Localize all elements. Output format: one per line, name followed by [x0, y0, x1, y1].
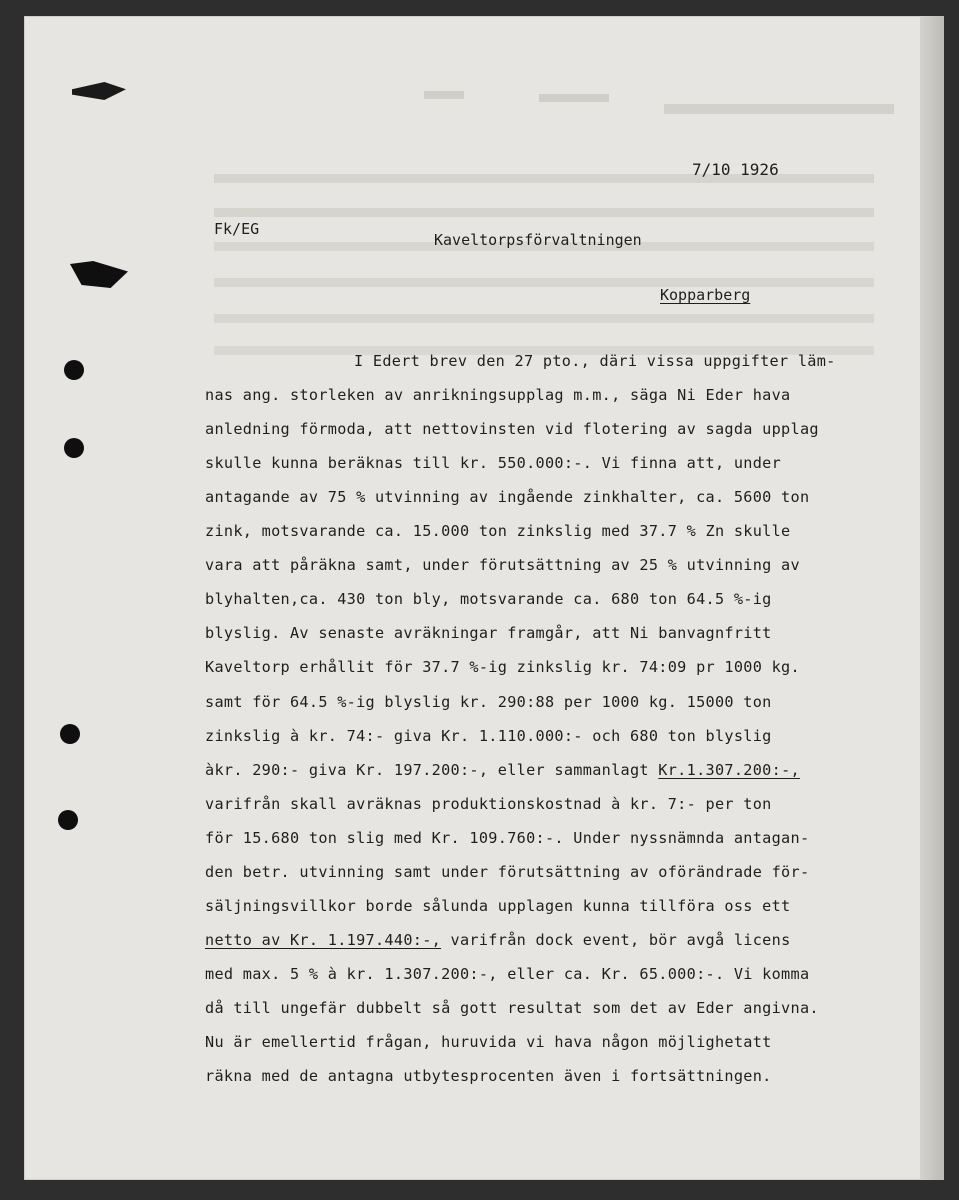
punch-hole	[64, 360, 84, 380]
bleed-through-mark	[214, 314, 874, 323]
bleed-through-mark	[214, 278, 874, 287]
body-line: antagande av 75 % utvinning av ingående zinkhalter, ca. 5600 ton	[205, 488, 810, 506]
letter-page	[24, 16, 944, 1180]
body-line: nas ang. storleken av anrikningsupplag m.m., säga Ni Eder hava	[205, 386, 791, 404]
binder-tab	[70, 258, 128, 288]
body-line: säljningsvillkor borde sålunda upplagen kunna tillföra oss ett	[205, 897, 791, 915]
body-line: den betr. utvinning samt under förutsättning av oförändrade för-	[205, 863, 810, 881]
punch-hole	[58, 810, 78, 830]
body-line: blyslig. Av senaste avräkningar framgår, att Ni banvagnfritt	[205, 624, 772, 642]
underlined-netto: netto av Kr. 1.197.440:-,	[205, 931, 442, 949]
body-line: då till ungefär dubbelt så gott resultat som det av Eder angivna.	[205, 999, 819, 1017]
punch-hole	[64, 438, 84, 458]
body-line: blyhalten,ca. 430 ton bly, motsvarande ca. 680 ton 64.5 %-ig	[205, 590, 772, 608]
body-line	[205, 761, 800, 779]
recipient-name: Kaveltorpsförvaltningen	[434, 231, 642, 249]
bleed-through-mark	[664, 104, 894, 114]
bleed-through-mark	[214, 208, 874, 217]
body-line: zinkslig à kr. 74:- giva Kr. 1.110.000:- och 680 ton blyslig	[205, 727, 772, 745]
bleed-through-mark	[539, 94, 609, 102]
body-line-text: varifrån dock event, bör avgå licens	[441, 931, 791, 949]
body-line-text: àkr. 290:- giva Kr. 197.200:-, eller sammanlagt	[205, 761, 659, 779]
recipient-location: Kopparberg	[660, 286, 751, 304]
binder-tab	[72, 82, 126, 100]
body-line: samt för 64.5 %-ig blyslig kr. 290:88 per 1000 kg. 15000 ton	[205, 693, 772, 711]
reference-code: Fk/EG	[214, 220, 260, 238]
underlined-total: Kr.1.307.200:-,	[658, 761, 800, 779]
body-line: Nu är emellertid frågan, huruvida vi hava någon möjlighetatt	[205, 1033, 772, 1051]
bleed-through-mark	[424, 91, 464, 99]
letter-date: 7/10 1926	[692, 160, 779, 179]
body-line: skulle kunna beräknas till kr. 550.000:-. Vi finna att, under	[205, 454, 782, 472]
body-line: räkna med de antagna utbytesprocenten även i fortsättningen.	[205, 1067, 772, 1085]
body-line: med max. 5 % à kr. 1.307.200:-, eller ca. Kr. 65.000:-. Vi komma	[205, 965, 810, 983]
body-line	[205, 931, 791, 949]
body-line: vara att påräkna samt, under förutsättning av 25 % utvinning av	[205, 556, 800, 574]
body-line: Kaveltorp erhållit för 37.7 %-ig zinkslig kr. 74:09 pr 1000 kg.	[205, 658, 800, 676]
body-line: zink, motsvarande ca. 15.000 ton zinkslig med 37.7 % Zn skulle	[205, 522, 791, 540]
body-line: varifrån skall avräknas produktionskostnad à kr. 7:- per ton	[205, 795, 772, 813]
page-edge	[920, 16, 944, 1180]
body-line: I Edert brev den 27 pto., däri vissa uppgifter läm-	[354, 352, 836, 370]
punch-hole	[60, 724, 80, 744]
body-line: anledning förmoda, att nettovinsten vid flotering av sagda upplag	[205, 420, 819, 438]
body-line: för 15.680 ton slig med Kr. 109.760:-. Under nyssnämnda antagan-	[205, 829, 810, 847]
